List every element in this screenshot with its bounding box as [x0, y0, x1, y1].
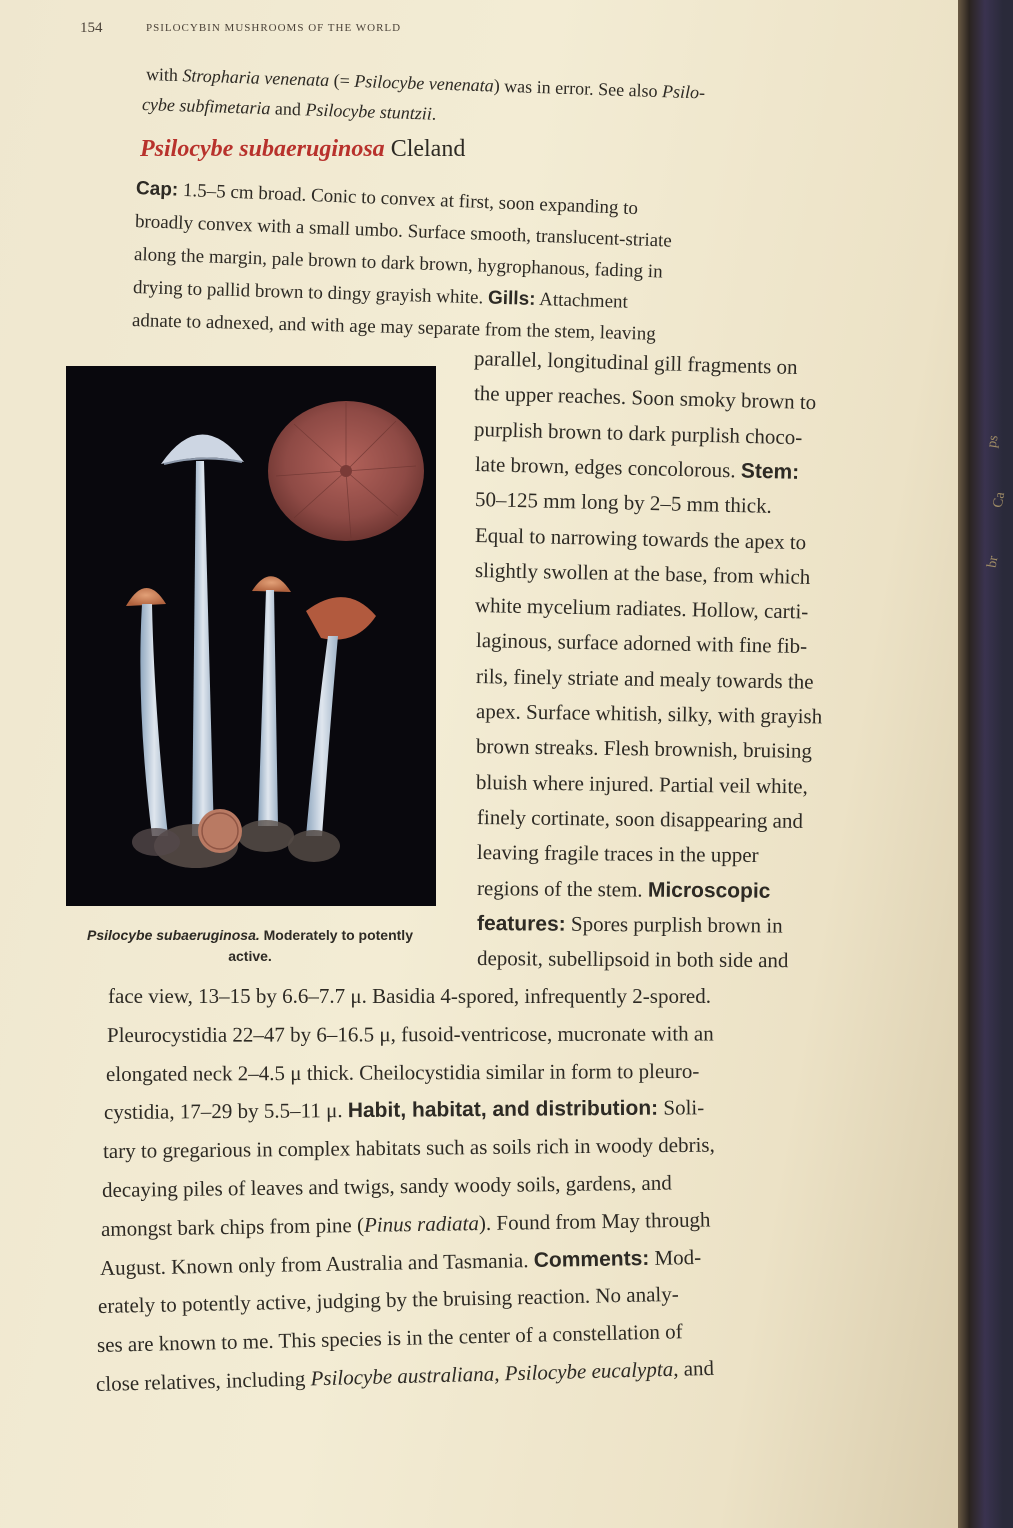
text-segment: adnate to adnexed, and with age may separate from the stem, leaving — [131, 310, 656, 345]
text-segment: broadly convex with a small umbo. Surface smooth, translucent-striate — [134, 211, 673, 252]
text-segment: cystidia, 17–29 by 5.5–11 μ. — [104, 1098, 349, 1125]
text-segment: Psilocybe venenata — [354, 70, 495, 96]
text-line — [474, 346, 798, 380]
text-line — [475, 523, 807, 555]
text-segment: 1.5–5 cm broad. Conic to convex at first, soon expanding to — [177, 179, 639, 220]
text-segment: cybe subfimetaria — [141, 94, 271, 119]
text-line — [474, 417, 803, 450]
text-segment: regions of the stem. — [476, 875, 649, 902]
next-page-edge — [958, 0, 1009, 1528]
text-line — [102, 1171, 672, 1203]
text-segment: purplish brown to dark purplish choco- — [474, 416, 803, 449]
text-line — [476, 734, 812, 764]
text-segment: . — [431, 103, 437, 124]
text-line — [477, 911, 783, 939]
species-name: Psilocybe subaeruginosa — [140, 136, 385, 162]
text-segment: ). Found from May through — [478, 1207, 711, 1235]
text-segment: amongst bark chips from pine ( — [100, 1212, 364, 1241]
text-segment: Soli- — [658, 1095, 705, 1121]
text-line — [474, 381, 817, 415]
text-line — [132, 310, 656, 346]
text-segment: erately to potently active, judging by the bruising reaction. No analy- — [98, 1282, 680, 1319]
edge-fragment: br — [984, 554, 1002, 569]
text-segment: bluish where injured. Partial veil white, — [476, 769, 809, 798]
text-segment: apex. Surface whitish, silky, with grayish — [475, 699, 823, 729]
text-line — [104, 1096, 704, 1126]
text-segment: Comments: — [533, 1246, 650, 1272]
text-line — [475, 487, 772, 519]
text-line — [475, 558, 811, 590]
text-line — [476, 770, 808, 799]
edge-fragment: ps — [984, 434, 1002, 449]
text-line — [477, 946, 789, 973]
text-line — [476, 664, 814, 695]
text-line — [101, 1207, 711, 1242]
text-segment: Microscopic — [647, 878, 771, 903]
text-segment: Stem: — [740, 459, 800, 484]
text-segment: close relatives, including — [95, 1366, 311, 1396]
text-segment: Spores purplish brown in — [565, 911, 783, 938]
text-line — [99, 1245, 701, 1281]
text-line — [107, 1021, 714, 1048]
text-line — [106, 1058, 699, 1086]
text-line — [475, 593, 809, 624]
caption-text: Moderately to potently active. — [228, 927, 413, 964]
text-line — [98, 1282, 679, 1319]
photo-caption — [80, 925, 420, 967]
text-line — [133, 277, 628, 314]
text-segment: brown streaks. Flesh brownish, bruising — [476, 734, 813, 764]
text-segment: Stropharia venenata — [182, 65, 330, 91]
text-segment: elongated neck 2–4.5 μ thick. Cheilocystidia similar in form to pleuro- — [105, 1058, 699, 1086]
text-segment: , and — [672, 1355, 715, 1381]
text-segment: parallel, longitudinal gill fragments on — [473, 346, 798, 380]
text-segment: and — [270, 98, 306, 120]
text-segment: slightly swollen at the base, from which — [474, 557, 811, 589]
text-segment: Psilocybe australiana — [310, 1361, 495, 1391]
text-line — [474, 452, 799, 485]
text-segment: ) was in error. See also — [493, 75, 663, 102]
text-line — [108, 984, 711, 1009]
text-segment: Psilo- — [661, 81, 706, 103]
caption-species: Psilocybe subaeruginosa. — [87, 927, 260, 943]
text-segment: Pleurocystidia 22–47 by 6–16.5 μ, fusoid-ventricose, mucronate with an — [106, 1021, 714, 1047]
text-segment: along the margin, pale brown to dark brown, hygrophanous, fading in — [133, 244, 663, 283]
text-line — [142, 94, 437, 125]
species-heading — [140, 136, 465, 163]
text-segment: 50–125 mm long by 2–5 mm thick. — [474, 487, 772, 519]
text-segment: rils, finely striate and mealy towards the — [475, 663, 814, 694]
text-segment: (= — [328, 70, 355, 91]
text-segment: deposit, subellipsoid in both side and — [477, 946, 789, 973]
text-segment: face view, 13–15 by 6.6–7.7 μ. Basidia 4-spored, infrequently 2-spored. — [108, 984, 712, 1008]
text-line — [134, 244, 663, 284]
text-segment: laginous, surface adorned with fine fib- — [475, 628, 808, 659]
text-line — [103, 1133, 715, 1164]
text-segment: features: — [477, 911, 566, 936]
text-segment: with — [145, 64, 183, 86]
text-segment: drying to pallid brown to dingy grayish white. — [132, 277, 489, 309]
text-segment: late brown, edges concolorous. — [474, 451, 741, 483]
text-segment: the upper reaches. Soon smoky brown to — [473, 381, 817, 415]
text-line — [477, 876, 771, 904]
page-header — [80, 12, 780, 42]
text-segment: Pinus radiata — [363, 1210, 479, 1237]
text-line — [97, 1319, 683, 1358]
running-head: PSILOCYBIN MUSHROOMS OF THE WORLD — [146, 22, 402, 34]
text-segment: leaving fragile traces in the upper — [476, 840, 759, 868]
text-segment: Habit, habitat, and distribution: — [348, 1097, 659, 1123]
text-segment: August. Known only from Australia and Tasmania. — [99, 1247, 534, 1280]
text-line — [475, 628, 807, 659]
mushroom-illustration — [66, 366, 436, 906]
mushroom-photo — [66, 366, 436, 906]
text-segment: Psilocybe eucalypta — [504, 1356, 674, 1386]
text-line — [476, 805, 802, 834]
text-segment: Gills: — [487, 287, 536, 310]
text-segment: Cap: — [135, 178, 179, 201]
text-segment: tary to gregarious in complex habitats such as soils rich in woody debris, — [103, 1132, 716, 1164]
text-segment: white mycelium radiates. Hollow, carti- — [475, 593, 809, 624]
text-line — [476, 699, 823, 729]
edge-fragment: Ca — [990, 490, 1009, 509]
text-segment: decaying piles of leaves and twigs, sandy woody soils, gardens, and — [101, 1170, 672, 1202]
species-author: Cleland — [390, 136, 466, 162]
text-segment: , — [493, 1361, 506, 1386]
text-segment: Equal to narrowing towards the apex to — [474, 522, 807, 554]
text-segment: Mod- — [648, 1244, 701, 1270]
text-segment: finely cortinate, soon disappearing and — [476, 804, 803, 833]
text-segment: ses are known to me. This species is in the center of a constellation of — [96, 1319, 683, 1358]
text-line — [96, 1356, 715, 1397]
text-line — [477, 840, 759, 868]
page-number: 154 — [80, 20, 103, 36]
text-segment: Psilocybe stuntzii — [305, 99, 433, 124]
text-segment: Attachment — [535, 288, 629, 313]
